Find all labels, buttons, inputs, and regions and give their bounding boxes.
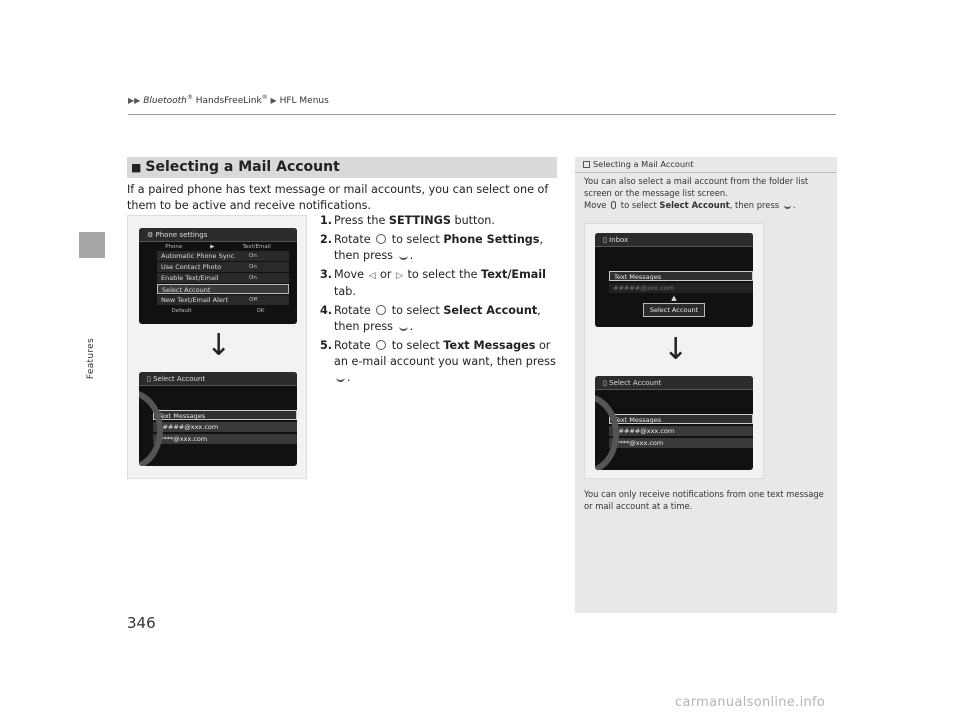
tab-phone: Phone <box>165 244 183 250</box>
screen-title: ⚙ Phone settings <box>139 228 297 242</box>
breadcrumb-bluetooth: Bluetooth <box>143 96 187 106</box>
select-account-popup: Select Account <box>643 303 705 317</box>
square-icon: ■ <box>131 161 142 174</box>
section-title: Selecting a Mail Account <box>145 159 340 175</box>
step-item: 5. Rotate to select Text Messages or an e-mail account you want, then press . <box>320 339 556 384</box>
gear-icon: ⚙ <box>147 231 156 239</box>
screen-title: ▯ Inbox <box>595 233 753 247</box>
move-right-icon: ▷ <box>396 271 403 281</box>
list-item-selected: Text Messages <box>153 410 297 420</box>
note-paragraph: You can also select a mail account from the folder list screen or the message list screen. Move to select Select Account, then press . <box>584 176 809 210</box>
phone-icon: ▯ <box>603 236 610 244</box>
step-list <box>320 213 560 389</box>
list-item-selected: Text Messages <box>609 271 753 281</box>
menu-row: Automatic Phone Sync On <box>157 251 289 261</box>
enter-icon <box>336 372 345 382</box>
list-item-selected: Text Messages <box>609 414 753 424</box>
default-label: Default <box>171 308 192 314</box>
note-heading: Selecting a Mail Account <box>575 157 837 173</box>
breadcrumb-hfl-menus: HFL Menus <box>279 96 329 106</box>
registered-mark: ® <box>186 94 193 101</box>
triangle-icon: ▶▶ <box>128 96 141 105</box>
phone-icon: ▯ <box>147 375 154 383</box>
page-number: 346 <box>127 614 156 632</box>
screen-bottom-bar <box>139 308 297 314</box>
triangle-icon: ▶ <box>270 96 277 105</box>
procedure-image <box>127 215 307 479</box>
phone-icon: ▯ <box>603 379 610 387</box>
list-item: #####@xxx.com <box>609 283 753 293</box>
chapter-label: Features <box>86 338 96 380</box>
knob-icon <box>376 234 386 244</box>
select-account-screen <box>595 376 753 470</box>
inbox-screen <box>595 233 753 327</box>
section-heading <box>127 157 557 178</box>
move-left-icon: ◁ <box>368 271 376 281</box>
menu-row-selected: Select Account <box>157 284 289 294</box>
screen-title: ▯ Select Account <box>595 376 753 390</box>
list-item: *****@xxx.com <box>609 438 753 448</box>
note-image <box>584 223 764 479</box>
select-account-screen <box>139 372 297 466</box>
enter-icon <box>399 321 408 331</box>
breadcrumb <box>128 94 329 106</box>
watermark: carmanualsonline.info <box>675 695 826 710</box>
ok-label: OK <box>256 308 265 314</box>
tab-text-email: Text/Email <box>242 244 271 250</box>
knob-icon <box>376 305 386 315</box>
step-item: 2. Rotate to select Phone Settings, then press . <box>320 233 544 262</box>
list-item: #####@xxx.com <box>609 426 753 436</box>
note-paragraph-2: You can only receive notifications from one text message or mail account at a time. <box>584 489 824 511</box>
header-divider <box>128 114 836 115</box>
breadcrumb-handsfreelink: HandsFreeLink <box>192 96 262 106</box>
down-arrow-icon: ↓ <box>206 328 232 363</box>
menu-row: Enable Text/Email On <box>157 273 289 283</box>
menu-row: Use Contact Photo On <box>157 262 289 272</box>
intro-paragraph: If a paired phone has text message or mail accounts, you can select one of them to be active and receive notifications. <box>127 183 549 212</box>
chapter-tab <box>79 232 105 258</box>
step-item: 1. Press the SETTINGS button. <box>320 214 495 227</box>
step-item: 3. Move ◁ or ▷ to select the Text/Email tab. <box>320 268 546 298</box>
screen-title: ▯ Select Account <box>139 372 297 386</box>
tab-arrow-icon: ▶ <box>210 244 215 250</box>
up-arrow-icon: ▲ <box>671 294 677 302</box>
step-item: 4. Rotate to select Select Account, then press . <box>320 304 541 333</box>
registered-mark: ® <box>261 94 268 101</box>
down-arrow-icon: ↓ <box>663 332 689 367</box>
enter-icon <box>784 201 791 209</box>
knob-icon <box>376 340 386 350</box>
note-icon <box>583 161 590 168</box>
list-item: #####@xxx.com <box>153 422 297 432</box>
screen-tabs <box>139 244 297 250</box>
phone-settings-screen <box>139 228 297 324</box>
menu-row: New Text/Email Alert Off <box>157 295 289 305</box>
list-item: *****@xxx.com <box>153 434 297 444</box>
enter-icon <box>399 250 408 260</box>
mic-icon <box>611 201 616 209</box>
